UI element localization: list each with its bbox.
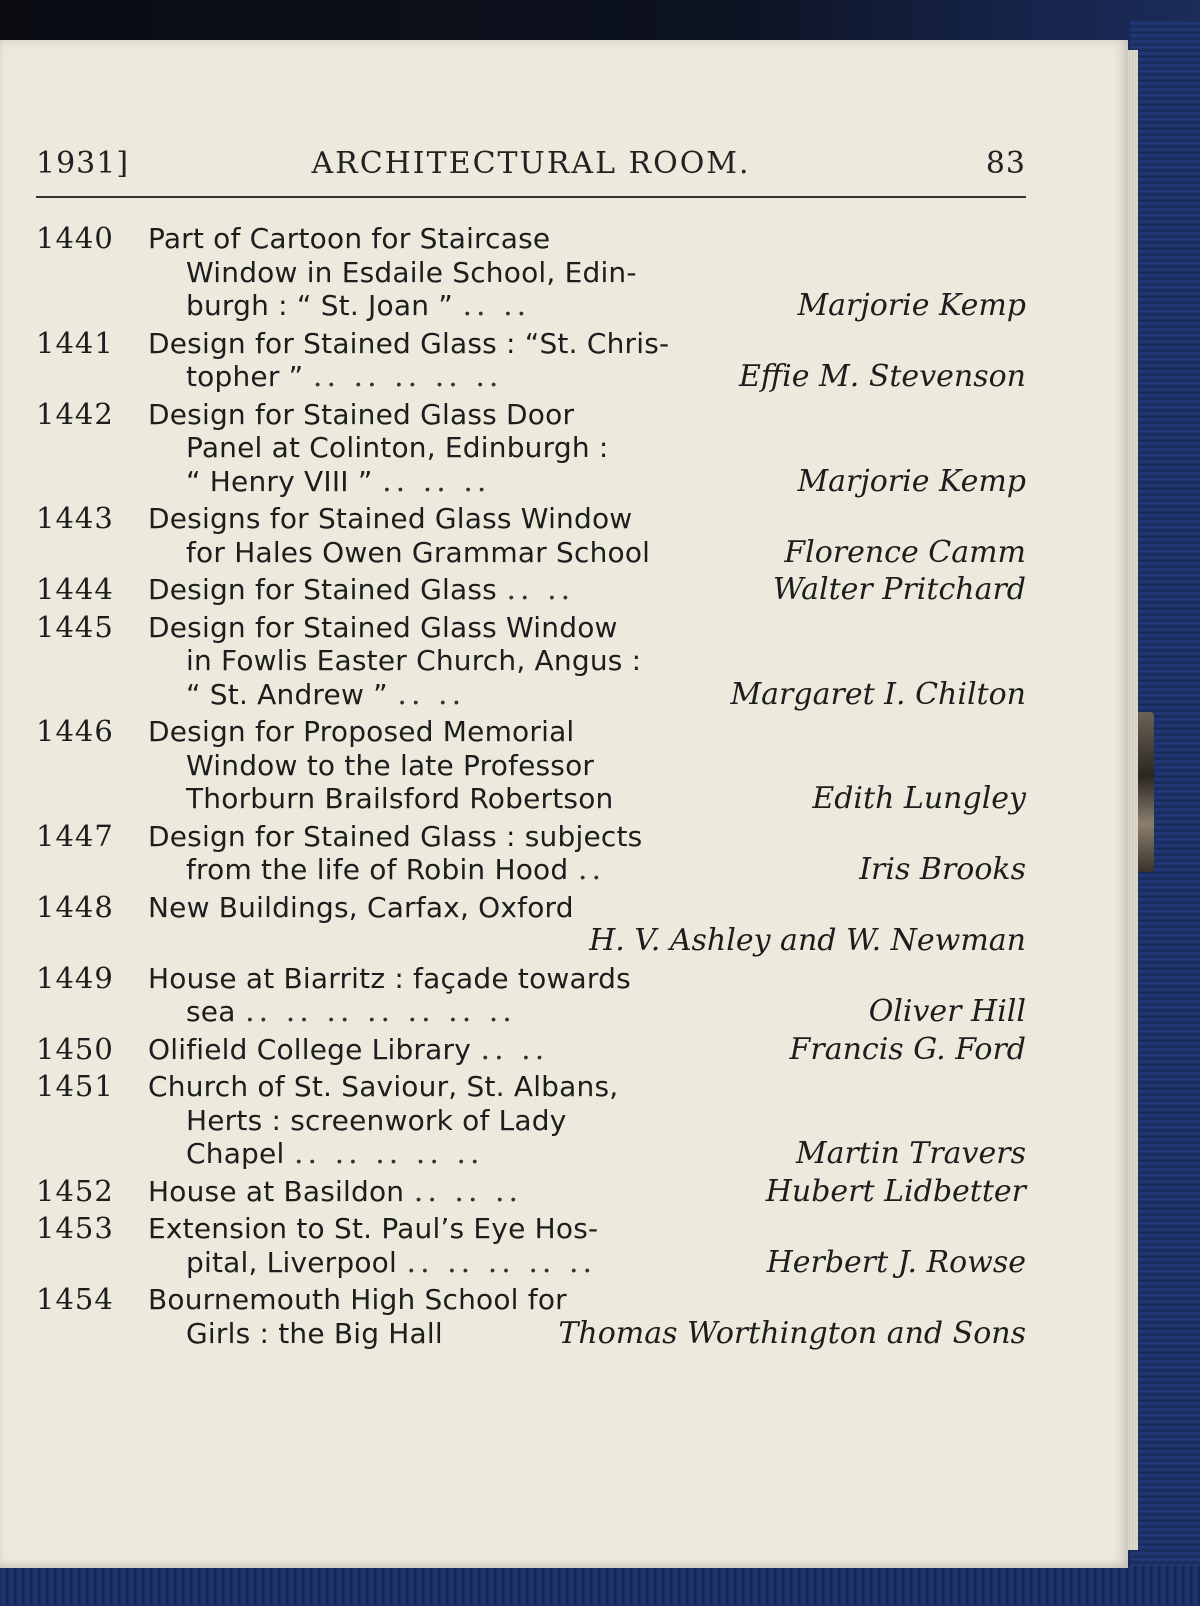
entry-number: 1440 [36,221,114,255]
entry-title-line: topher ” .. .. .. .. .. [186,359,503,394]
entry-title-line: burgh : “ St. Joan ” .. .. [186,288,531,323]
entry-number: 1446 [36,714,114,748]
entry-number: 1450 [36,1031,114,1066]
entry-artist: Effie M. Stevenson [739,359,1026,394]
entry-title-line: Bournemouth High School for [148,1283,567,1316]
header-year: 1931] [36,146,130,181]
entry-title-line: Design for Stained Glass Window [148,610,618,644]
entry-title-line: Window to the late Professor [186,748,595,782]
entry-artist: Marjorie Kemp [797,288,1026,323]
entry-title [148,222,758,323]
catalogue-entry [36,891,1026,958]
entry-artist: Francis G. Ford [789,1031,1026,1067]
dot-leader: .. .. .. [413,1173,523,1209]
entry-title-line: “ Henry VIII ” .. .. .. [186,463,491,499]
entry-artist: Thomas Worthington and Sons [558,1315,1026,1351]
catalogue-entry [36,1175,1026,1209]
entry-title [148,962,758,1029]
entry-number: 1449 [36,960,114,995]
catalogue-entry [36,1070,1026,1171]
entry-title-line: Church of St. Saviour, St. Albans, [148,1070,619,1103]
entry-title-line: Design for Stained Glass : “St. Chris- [148,326,670,360]
dot-leader: .. .. .. .. .. [293,1136,484,1171]
catalogue-entry [36,1212,1026,1279]
entry-title [148,715,758,816]
entry-number: 1441 [36,325,114,360]
catalogue-entry [36,820,1026,887]
entry-title-line: pital, Liverpool .. .. .. .. .. [186,1244,597,1280]
entry-artist: Florence Camm [784,534,1026,570]
entry-title-line: Designs for Stained Glass Window [148,502,633,535]
dot-leader: .. .. .. .. .. [406,1244,597,1280]
entry-artist: H. V. Ashley and W. Newman [589,923,1026,958]
entry-number: 1447 [36,818,114,853]
entry-number: 1445 [36,609,114,644]
entry-title [148,820,758,887]
header-title: ARCHITECTURAL ROOM. [311,146,751,181]
entry-artist: Margaret I. Chilton [730,676,1026,712]
entry-title [148,327,758,394]
entry-title-line: Part of Cartoon for Staircase [148,222,551,255]
dot-leader: .. .. .. .. .. [312,359,503,394]
entry-title-line: in Fowlis Easter Church, Angus : [186,644,642,677]
entry-artist: Walter Pritchard [772,572,1026,607]
catalogue-entry [36,962,1026,1029]
page-stack-edge [1128,50,1138,1550]
entry-artist: Herbert J. Rowse [766,1244,1026,1280]
entry-artist: Martin Travers [795,1136,1026,1171]
entry-title-line: sea .. .. .. .. .. .. .. [186,994,516,1029]
dot-leader: .. [577,852,605,887]
dot-leader: .. .. [462,288,531,323]
entry-number: 1443 [36,501,114,535]
catalogue-entry [36,1283,1026,1350]
entry-title-line: Panel at Colinton, Edinburgh : [186,431,609,464]
entry-title-line: Design for Proposed Memorial [148,715,575,748]
catalogue-entry [36,1033,1026,1067]
cover-bottom-edge [0,1566,1200,1606]
entry-title-line: Chapel .. .. .. .. .. [186,1136,484,1171]
entry-title-line: Olifield College Library .. .. [148,1031,549,1067]
entry-title [148,502,758,569]
entry-artist: Oliver Hill [868,994,1026,1029]
catalogue-entry [36,611,1026,712]
catalogue-entry [36,398,1026,499]
catalogue-list [36,222,1026,1354]
dot-leader: .. .. .. [382,463,491,499]
entry-title [148,891,758,925]
entry-number: 1448 [36,889,114,924]
entry-title-line: Window in Esdaile School, Edin- [186,255,637,289]
entry-number: 1454 [36,1282,114,1316]
entry-title-line: Extension to St. Paul’s Eye Hos- [148,1212,599,1245]
entry-title-line: Design for Stained Glass Door [148,397,575,431]
page-number: 83 [985,146,1026,181]
entry-title [148,573,758,607]
entry-title-line: from the life of Robin Hood .. [186,852,605,887]
entry-title [148,1175,758,1209]
dot-leader: .. .. [397,676,466,712]
entry-number: 1453 [36,1211,114,1245]
entry-title-line: Girls : the Big Hall [186,1316,443,1350]
header-rule [36,196,1026,198]
catalogue-entry [36,715,1026,816]
entry-number: 1442 [36,396,114,431]
entry-number: 1452 [36,1173,114,1208]
dot-leader: .. .. .. .. .. .. .. [245,994,516,1029]
entry-title-line: Design for Stained Glass : subjects [148,819,643,853]
entry-title [148,1033,758,1067]
entry-title-line: “ St. Andrew ” .. .. [186,676,466,712]
entry-title-line: Thorburn Brailsford Robertson [186,782,614,815]
catalogue-entry [36,327,1026,394]
dot-leader: .. .. [480,1031,549,1067]
entry-number: 1444 [36,572,114,606]
entry-title [148,398,758,499]
entry-title [148,1070,758,1171]
catalogue-entry [36,502,1026,569]
entry-title-line: New Buildings, Carfax, Oxford [148,890,574,924]
entry-artist: Iris Brooks [859,852,1026,887]
catalogue-entry [36,573,1026,607]
entry-title-line: for Hales Owen Grammar School [186,535,651,569]
entry-title-line: House at Biarritz : façade towards [148,961,631,995]
entry-title [148,611,758,712]
entry-artist: Edith Lungley [812,781,1026,816]
entry-title-line: Design for Stained Glass .. .. [148,572,575,607]
running-head [36,146,1026,192]
dot-leader: .. .. [506,572,575,607]
entry-artist: Marjorie Kemp [797,463,1026,499]
entry-title-line: House at Basildon .. .. .. [148,1173,523,1209]
entry-artist: Hubert Lidbetter [765,1173,1026,1209]
entry-title [148,1212,758,1279]
entry-title-line: Herts : screenwork of Lady [186,1103,567,1137]
catalogue-entry [36,222,1026,323]
entry-number: 1451 [36,1069,114,1103]
